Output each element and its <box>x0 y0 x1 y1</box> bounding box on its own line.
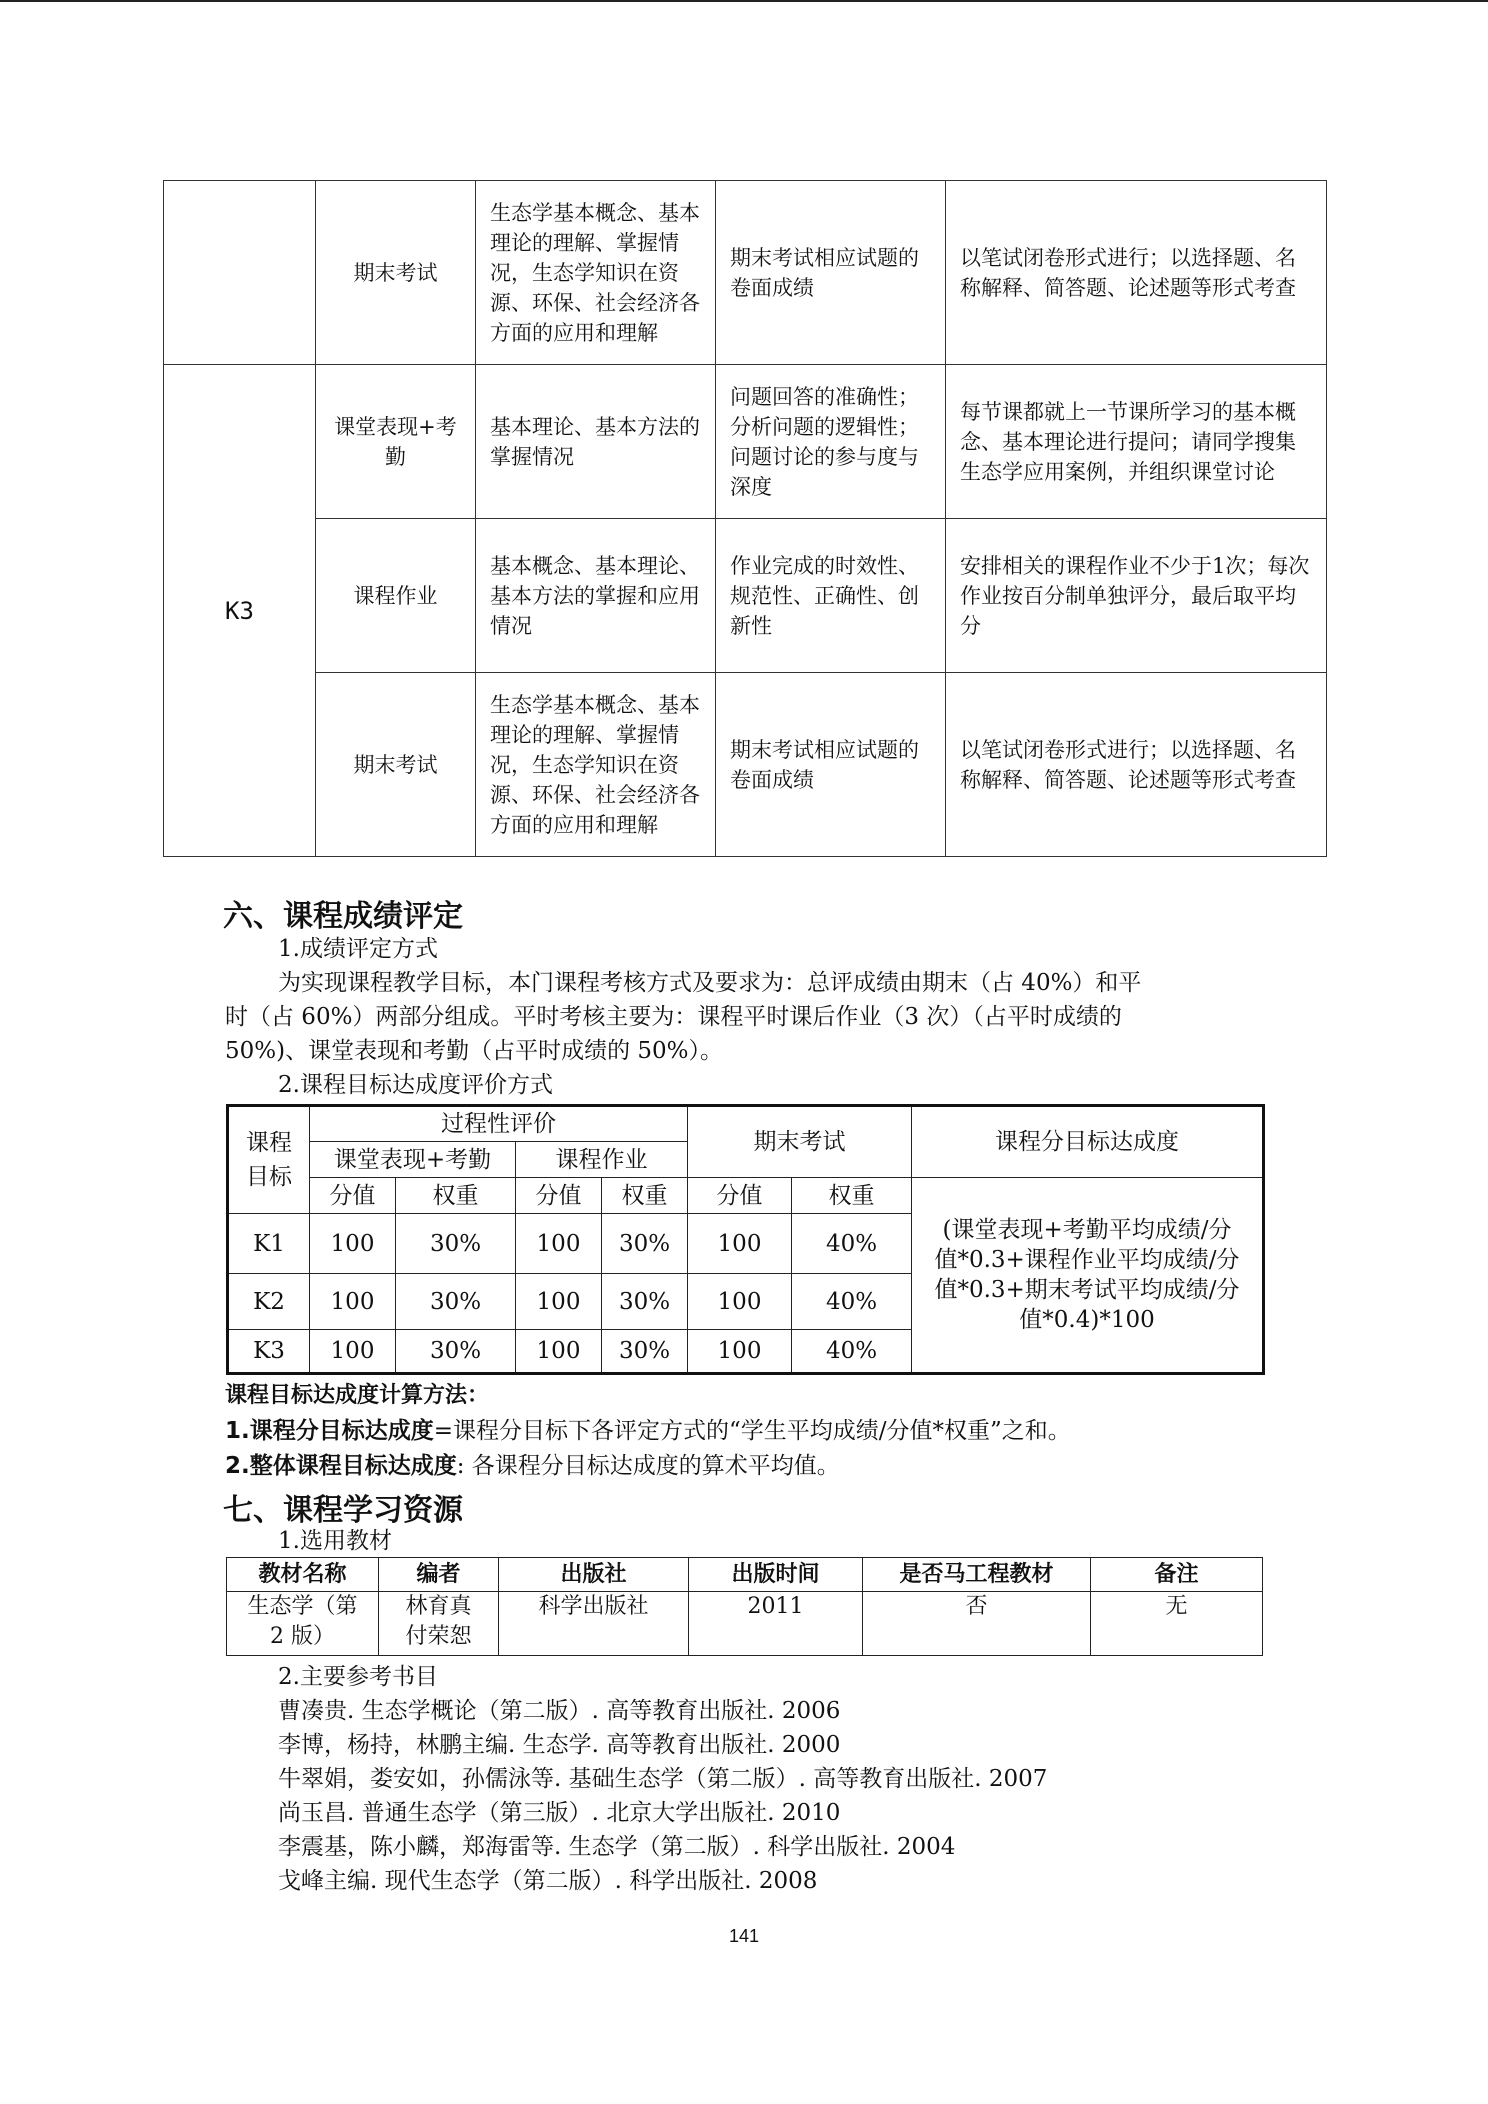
content-cell: 生态学基本概念、基本理论的理解、掌握情况，生态学知识在资源、环保、社会经济各方面的应用和理解 <box>476 181 716 365</box>
content-cell: 生态学基本概念、基本理论的理解、掌握情况，生态学知识在资源、环保、社会经济各方面的应用和理解 <box>476 673 716 857</box>
calc-rule-2 <box>225 1449 840 1483</box>
requirement-cell: 每节课都就上一节课所学习的基本概念、基本理论进行提问；请同学搜集生态学应用案例，并组织课堂讨论 <box>946 365 1327 519</box>
value-cell: 100 <box>688 1330 792 1374</box>
editor-cell: 林育真 付荣恕 <box>379 1592 499 1656</box>
subheading-evaluation-method: 2.课程目标达成度评价方式 <box>278 1072 553 1098</box>
requirement-cell: 安排相关的课程作业不少于1次；每次作业按百分制单独评分，最后取平均分 <box>946 519 1327 673</box>
achievement-formula-cell: (课堂表现+考勤平均成绩/分 值*0.3+课程作业平均成绩/分 值*0.3+期末考试平均成绩/分 值*0.4)*100 <box>912 1178 1264 1374</box>
content-cell: 基本理论、基本方法的掌握情况 <box>476 365 716 519</box>
value-cell: 30% <box>396 1274 516 1330</box>
goal-cell: K2 <box>228 1274 310 1330</box>
reference-item: 尚玉昌. 普通生态学（第三版）. 北京大学出版社. 2010 <box>278 1800 841 1826</box>
textbook-table <box>226 1557 1263 1656</box>
achievement-header: 课程分目标达成度 <box>912 1106 1264 1178</box>
year-cell: 2011 <box>689 1592 863 1656</box>
note-cell: 无 <box>1091 1592 1263 1656</box>
value-cell: 30% <box>602 1214 688 1274</box>
table-row <box>164 519 1327 673</box>
value-cell: 40% <box>792 1214 912 1274</box>
section-6-heading: 六、课程成绩评定 <box>223 899 463 934</box>
subheading-references: 2.主要参考书目 <box>278 1664 438 1690</box>
value-cell: 100 <box>688 1274 792 1330</box>
content-cell: 基本概念、基本理论、基本方法的掌握和应用情况 <box>476 519 716 673</box>
column-header: 编者 <box>379 1558 499 1592</box>
criteria-cell: 期末考试相应试题的卷面成绩 <box>716 673 946 857</box>
reference-item: 李震基，陈小麟，郑海雷等. 生态学（第二版）. 科学出版社. 2004 <box>278 1834 956 1860</box>
calc-rule-2-text: : 各课程分目标达成度的算术平均值。 <box>456 1453 840 1479</box>
criteria-cell: 期末考试相应试题的卷面成绩 <box>716 181 946 365</box>
value-cell: 30% <box>602 1330 688 1374</box>
mgc-cell: 否 <box>863 1592 1091 1656</box>
goal-header: 课程目标 <box>228 1106 310 1214</box>
column-header: 是否马工程教材 <box>863 1558 1091 1592</box>
method-cell: 期末考试 <box>316 673 476 857</box>
value-cell: 30% <box>602 1274 688 1330</box>
value-cell: 100 <box>688 1214 792 1274</box>
calc-rule-2-term: 2.整体课程目标达成度 <box>225 1453 457 1479</box>
table-row <box>227 1592 1263 1656</box>
table-header-row <box>227 1558 1263 1592</box>
table-row <box>164 365 1327 519</box>
paragraph-line: 为实现课程教学目标，本门课程考核方式及要求为：总评成绩由期末（占 40%）和平 <box>278 970 1142 996</box>
column-header: 教材名称 <box>227 1558 379 1592</box>
table-row <box>228 1178 1264 1214</box>
criteria-cell: 问题回答的准确性；分析问题的逻辑性；问题讨论的参与度与深度 <box>716 365 946 519</box>
homework-header: 课程作业 <box>516 1142 688 1178</box>
calc-rule-1-text: =课程分目标下各评定方式的“学生平均成绩/分值*权重”之和。 <box>433 1418 1071 1444</box>
reference-item: 曹凑贵. 生态学概论（第二版）. 高等教育出版社. 2006 <box>278 1698 841 1724</box>
method-cell: 期末考试 <box>316 181 476 365</box>
value-cell: 100 <box>516 1274 602 1330</box>
page-top-border <box>0 0 1488 2</box>
process-eval-header: 过程性评价 <box>310 1106 688 1142</box>
goal-group-cell: K3 <box>164 365 316 857</box>
value-cell: 40% <box>792 1274 912 1330</box>
score-header: 分值 <box>310 1178 396 1214</box>
value-cell: 30% <box>396 1214 516 1274</box>
paragraph-line: 50%)、课堂表现和考勤（占平时成绩的 50%）。 <box>225 1038 724 1064</box>
calc-rule-1 <box>225 1414 1071 1448</box>
score-header: 分值 <box>516 1178 602 1214</box>
score-header: 分值 <box>688 1178 792 1214</box>
column-header: 出版社 <box>499 1558 689 1592</box>
method-cell: 课程作业 <box>316 519 476 673</box>
value-cell: 40% <box>792 1330 912 1374</box>
final-exam-header: 期末考试 <box>688 1106 912 1178</box>
column-header: 出版时间 <box>689 1558 863 1592</box>
value-cell: 100 <box>310 1330 396 1374</box>
subheading-textbook: 1.选用教材 <box>278 1528 392 1554</box>
value-cell: 100 <box>516 1330 602 1374</box>
section-7-heading: 七、课程学习资源 <box>223 1493 463 1528</box>
criteria-cell: 作业完成的时效性、规范性、正确性、创新性 <box>716 519 946 673</box>
reference-item: 牛翠娟，娄安如，孙儒泳等. 基础生态学（第二版）. 高等教育出版社. 2007 <box>278 1766 1048 1792</box>
calc-rule-1-term: 1.课程分目标达成度 <box>225 1418 434 1444</box>
goal-cell: K1 <box>228 1214 310 1274</box>
table-cell <box>164 181 316 365</box>
publisher-cell: 科学出版社 <box>499 1592 689 1656</box>
paragraph-line: 时（占 60%）两部分组成。平时考核主要为：课程平时课后作业（3 次）（占平时成绩的 <box>225 1004 1122 1030</box>
table-row <box>164 181 1327 365</box>
weight-header: 权重 <box>396 1178 516 1214</box>
method-cell: 课堂表现+考勤 <box>316 365 476 519</box>
table-row <box>164 673 1327 857</box>
value-cell: 100 <box>310 1274 396 1330</box>
textbook-name-cell: 生态学（第 2 版） <box>227 1592 379 1656</box>
subheading-grading-method: 1.成绩评定方式 <box>278 936 438 962</box>
goal-cell: K3 <box>228 1330 310 1374</box>
page-number: 141 <box>728 1926 760 1946</box>
column-header: 备注 <box>1091 1558 1263 1592</box>
requirement-cell: 以笔试闭卷形式进行；以选择题、名称解释、简答题、论述题等形式考查 <box>946 673 1327 857</box>
class-performance-header: 课堂表现+考勤 <box>310 1142 516 1178</box>
goal-achievement-table <box>226 1104 1265 1375</box>
reference-item: 李博，杨持，林鹏主编. 生态学. 高等教育出版社. 2000 <box>278 1732 841 1758</box>
calc-method-title: 课程目标达成度计算方法： <box>225 1383 490 1408</box>
weight-header: 权重 <box>602 1178 688 1214</box>
value-cell: 100 <box>516 1214 602 1274</box>
table-row <box>228 1106 1264 1142</box>
assessment-methods-table <box>163 180 1327 857</box>
requirement-cell: 以笔试闭卷形式进行；以选择题、名称解释、简答题、论述题等形式考查 <box>946 181 1327 365</box>
value-cell: 100 <box>310 1214 396 1274</box>
value-cell: 30% <box>396 1330 516 1374</box>
weight-header: 权重 <box>792 1178 912 1214</box>
reference-item: 戈峰主编. 现代生态学（第二版）. 科学出版社. 2008 <box>278 1868 818 1894</box>
